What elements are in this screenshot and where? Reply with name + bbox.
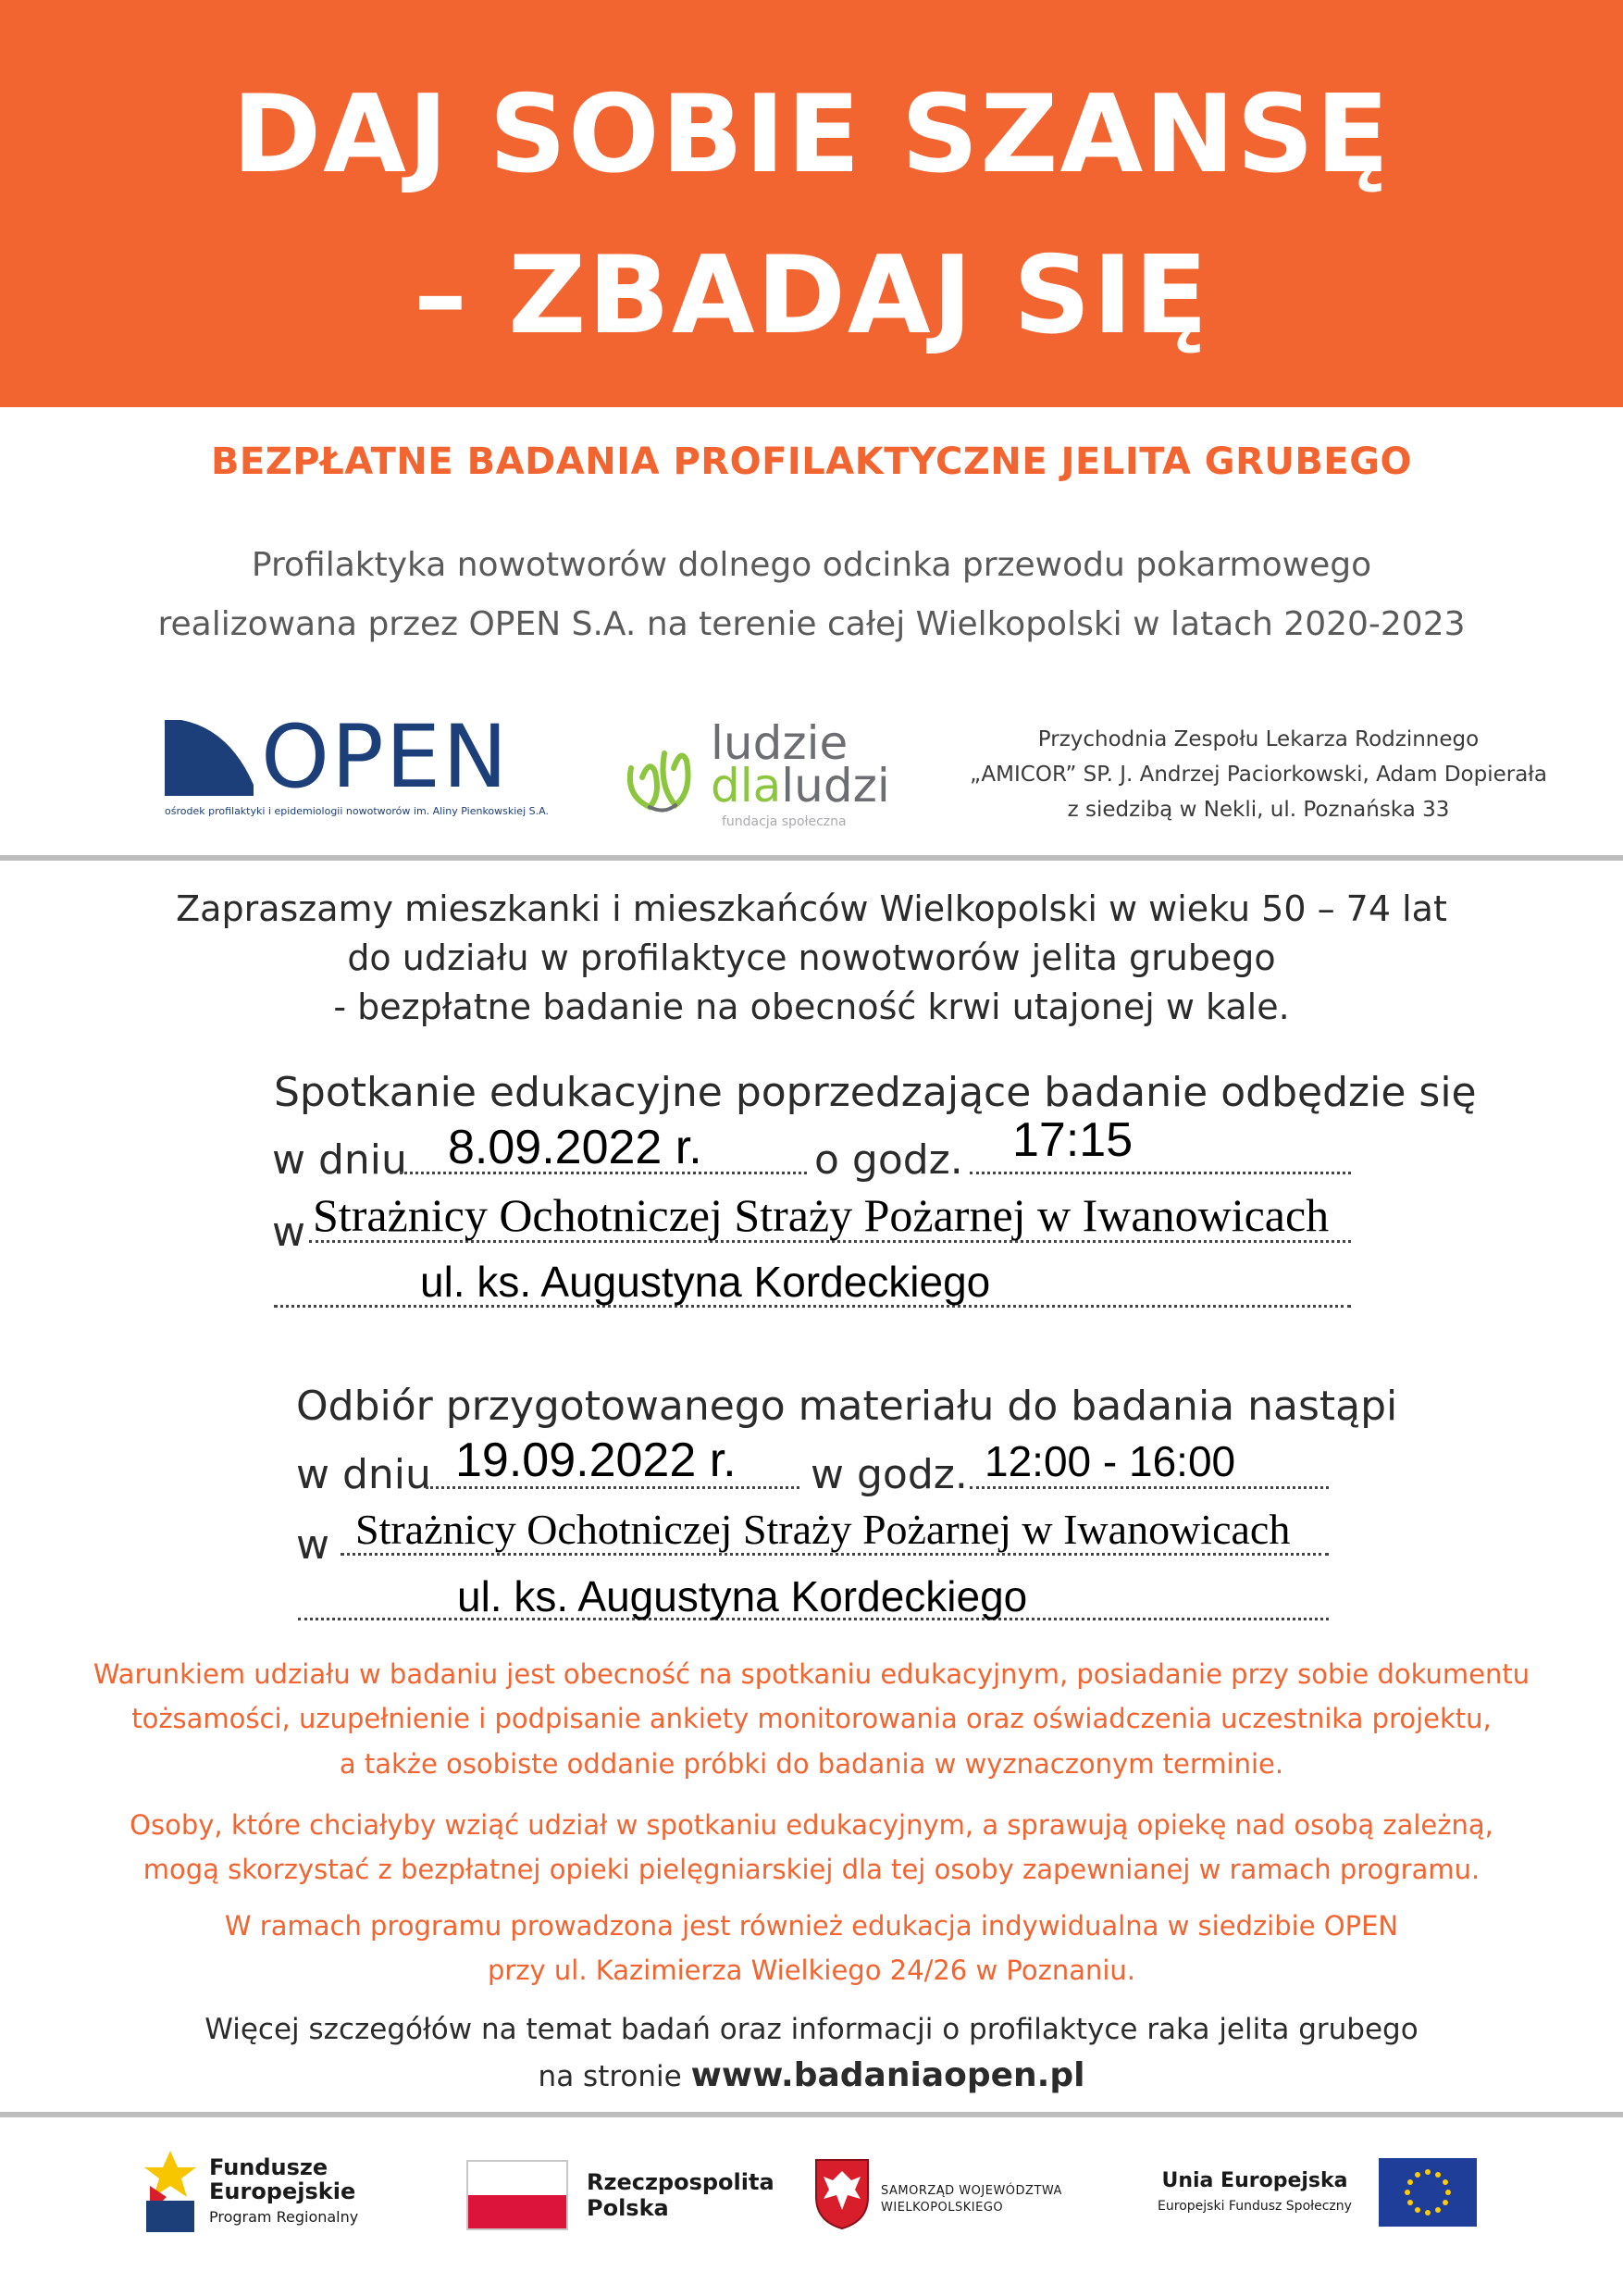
fe-text-line1: Fundusze bbox=[209, 2154, 328, 2180]
eu-flag-icon bbox=[1379, 2158, 1477, 2227]
sw-text-line2: WIELKOPOLSKIEGO bbox=[881, 2201, 1004, 2215]
meeting-street-value: ul. ks. Augustyna Kordeckiego bbox=[420, 1258, 991, 1306]
open-logo-word: OPEN bbox=[261, 707, 510, 808]
divider-top bbox=[0, 855, 1623, 861]
ldl-word-ludzi: ludzi bbox=[781, 759, 890, 813]
more-info-line1: Więcej szczegółów na temat badań oraz informacji o profilaktyce raka jelita grubego bbox=[204, 2013, 1419, 2046]
meeting-heading: Spotkanie edukacyjne poprzedzające badanie odbędzie się bbox=[274, 1069, 1477, 1116]
meeting-place-label: w bbox=[272, 1209, 305, 1256]
open-logo-icon bbox=[165, 720, 254, 796]
fe-text-line3: Program Regionalny bbox=[209, 2208, 359, 2226]
ue-text-line1: Unia Europejska bbox=[1161, 2169, 1348, 2192]
pickup-date-value: 19.09.2022 r. bbox=[455, 1433, 737, 1487]
ludzie-dla-ludzi-logo bbox=[622, 716, 918, 829]
header-banner bbox=[0, 0, 1623, 407]
divider-bottom bbox=[0, 2112, 1623, 2117]
clinic-line3: z siedzibą w Nekli, ul. Poznańska 33 bbox=[1067, 798, 1450, 822]
hands-heart-icon bbox=[622, 740, 707, 814]
pickup-time-label: w godz. bbox=[811, 1451, 968, 1498]
open-logo-caption: ośrodek profilaktyki i epidemiologii nowotworów im. Aliny Pienkowskiej S.A. bbox=[165, 805, 549, 817]
invite-line2: do udziału w profilaktyce nowotworów jelita grubego bbox=[347, 937, 1276, 978]
conditions-p1-line3: a także osobiste oddanie próbki do badania w wyznaczonym terminie. bbox=[339, 1748, 1284, 1780]
banner-title-line1: DAJ SOBIE SZANSĘ bbox=[231, 72, 1392, 197]
ldl-word-ludzie: ludzie bbox=[711, 716, 849, 770]
intro-line1: Profilaktyka nowotworów dolnego odcinka przewodu pokarmowego bbox=[251, 546, 1372, 584]
invite-line1: Zapraszamy mieszkanki i mieszkańców Wielkopolski w wieku 50 – 74 lat bbox=[176, 888, 1447, 929]
subtitle: BEZPŁATNE BADANIA PROFILAKTYCZNE JELITA GRUBEGO bbox=[210, 441, 1413, 483]
conditions-p3-line1: W ramach programu prowadzona jest również edukacja indywidualna w siedzibie OPEN bbox=[224, 1910, 1399, 1942]
pickup-date-label: w dniu bbox=[296, 1451, 431, 1498]
more-info-prefix: na stronie bbox=[538, 2060, 682, 2093]
rp-text-line2: Polska bbox=[587, 2195, 669, 2221]
conditions-p1-line1: Warunkiem udziału w badaniu jest obecność na spotkaniu edukacyjnym, posiadanie przy sobie dokumentu bbox=[93, 1658, 1530, 1690]
pickup-place-dots bbox=[341, 1553, 1329, 1556]
more-info-line2 bbox=[0, 2056, 1623, 2094]
conditions-p2-line2: mogą skorzystać z bezpłatnej opieki pielęgniarskiej dla tej osoby zapewnianej w ramach programu. bbox=[142, 1854, 1481, 1885]
fe-text-line2: Europejskie bbox=[209, 2178, 356, 2204]
invite-line3: - bezpłatne badanie na obecność krwi utajonej w kale. bbox=[333, 987, 1290, 1027]
conditions-p1-line2: tożsamości, uzupełnienie i podpisanie ankiety monitorowania oraz oświadczenia uczestnika projektu, bbox=[131, 1703, 1492, 1734]
ldl-word-dla: dla bbox=[711, 759, 782, 813]
pickup-place-value: Strażnicy Ochotniczej Straży Pożarnej w Iwanowicach bbox=[355, 1506, 1291, 1553]
conditions-p3-line2: przy ul. Kazimierza Wielkiego 24/26 w Poznaniu. bbox=[487, 1955, 1136, 1986]
ue-text-line2: Europejski Fundusz Społeczny bbox=[1158, 2199, 1352, 2214]
fundusze-europejskie-icon bbox=[141, 2149, 200, 2234]
clinic-line1: Przychodnia Zespołu Lekarza Rodzinnego bbox=[1037, 727, 1480, 751]
rp-text-line1: Rzeczpospolita bbox=[587, 2169, 774, 2195]
meeting-date-value: 8.09.2022 r. bbox=[448, 1121, 702, 1174]
wielkopolska-crest-icon bbox=[812, 2156, 872, 2230]
sw-text-line1: SAMORZĄD WOJEWÓDZTWA bbox=[881, 2184, 1062, 2198]
pickup-heading: Odbiór przygotowanego materiału do badania nastąpi bbox=[296, 1383, 1398, 1430]
pickup-time-value: 12:00 - 16:00 bbox=[985, 1437, 1236, 1485]
intro-line2: realizowana przez OPEN S.A. na terenie całej Wielkopolski w latach 2020-2023 bbox=[157, 605, 1466, 643]
banner-title-line2: – ZBADAJ SIĘ bbox=[413, 233, 1210, 358]
pickup-place-label: w bbox=[296, 1521, 329, 1569]
conditions-p2-line1: Osoby, które chciałyby wziąć udział w spotkaniu edukacyjnym, a sprawują opiekę nad osobą zależną, bbox=[130, 1809, 1493, 1841]
meeting-time-label: o godz. bbox=[814, 1136, 963, 1184]
polish-flag-icon bbox=[466, 2160, 568, 2230]
clinic-line2: „AMICOR” SP. J. Andrzej Paciorkowski, Adam Dopierała bbox=[970, 763, 1547, 787]
open-logo bbox=[165, 707, 549, 826]
ldl-caption: fundacja społeczna bbox=[722, 814, 847, 829]
pickup-time-dots bbox=[970, 1486, 1329, 1489]
meeting-date-label: w dniu bbox=[272, 1136, 407, 1184]
meeting-place-value: Strażnicy Ochotniczej Straży Pożarnej w Iwanowicach bbox=[313, 1189, 1330, 1241]
ldl-word-dla-ludzi bbox=[711, 759, 890, 813]
pickup-street-value: ul. ks. Augustyna Kordeckiego bbox=[457, 1572, 1028, 1620]
meeting-time-dots bbox=[970, 1172, 1351, 1174]
meeting-time-value: 17:15 bbox=[1012, 1113, 1134, 1167]
website-link[interactable]: www.badaniaopen.pl bbox=[690, 2056, 1085, 2094]
